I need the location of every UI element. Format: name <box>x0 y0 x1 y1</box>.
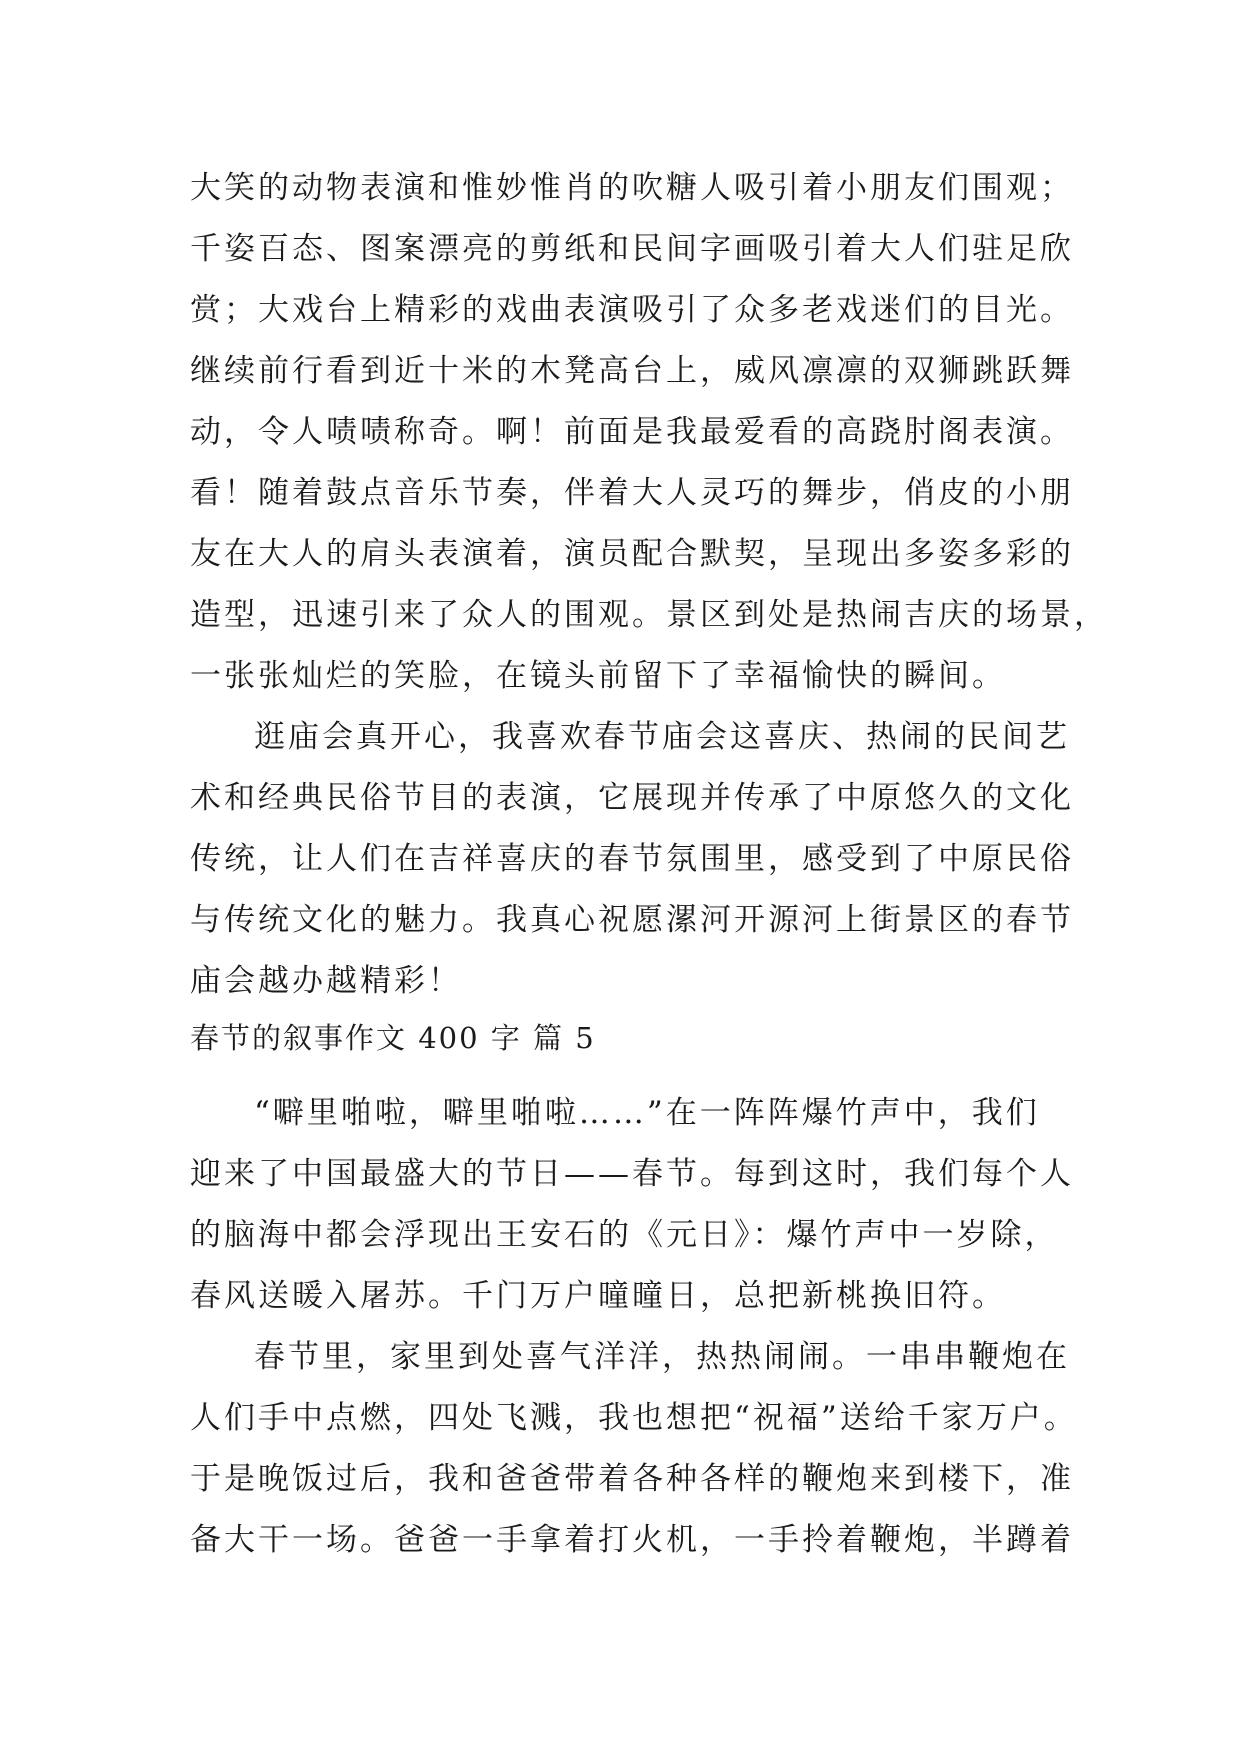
text-line: 迎来了中国最盛大的节日——春节。每到这时，我们每个人 <box>190 1156 1074 1192</box>
text-line: 继续前行看到近十米的木凳高台上，威风凛凛的双狮跳跃舞 <box>190 353 1074 389</box>
text-line: 赏；大戏台上精彩的戏曲表演吸引了众多老戏迷们的目光。 <box>190 292 1074 328</box>
text-line: 看！随着鼓点音乐节奏，伴着大人灵巧的舞步，俏皮的小朋 <box>190 475 1074 511</box>
text-line: 与传统文化的魅力。我真心祝愿漯河开源河上街景区的春节 <box>190 902 1074 938</box>
text-line: 千姿百态、图案漂亮的剪纸和民间字画吸引着大人们驻足欣 <box>190 231 1074 267</box>
text-line: 庙会越办越精彩！ <box>190 963 462 999</box>
text-line: 术和经典民俗节目的表演，它展现并传承了中原悠久的文化 <box>190 780 1074 816</box>
paragraph-start-line: 逛庙会真开心，我喜欢春节庙会这喜庆、热闹的民间艺 <box>254 719 1070 755</box>
text-line: 友在大人的肩头表演着，演员配合默契，呈现出多姿多彩的 <box>190 536 1074 572</box>
essay-continuation <box>190 158 1108 1012</box>
text-line: 于是晚饭过后，我和爸爸带着各种各样的鞭炮来到楼下，准 <box>190 1461 1074 1497</box>
paragraph-start-line: 春节里，家里到处喜气洋洋，热热闹闹。一串串鞭炮在 <box>254 1339 1070 1375</box>
text-line: 大笑的动物表演和惟妙惟肖的吹糖人吸引着小朋友们围观； <box>190 170 1074 206</box>
text-line: 一张张灿烂的笑脸，在镜头前留下了幸福愉快的瞬间。 <box>190 658 1006 694</box>
text-line: 动，令人啧啧称奇。啊！前面是我最爱看的高跷肘阁表演。 <box>190 414 1074 450</box>
text-line: 人们手中点燃，四处飞溅，我也想把“祝福”送给千家万户。 <box>190 1400 1078 1436</box>
text-line: 备大干一场。爸爸一手拿着打火机，一手拎着鞭炮，半蹲着 <box>190 1522 1074 1558</box>
paragraph-start-line: “噼里啪啦，噼里啪啦……”在一阵阵爆竹声中，我们 <box>254 1095 1040 1131</box>
text-line: 造型，迅速引来了众人的围观。景区到处是热闹吉庆的场景， <box>190 597 1108 633</box>
text-line: 的脑海中都会浮现出王安石的《元日》：爆竹声中一岁除， <box>190 1217 1059 1253</box>
text-line: 春风送暖入屠苏。千门万户曈曈日，总把新桃换旧符。 <box>190 1278 1006 1314</box>
essay-section-5 <box>190 1083 1078 1571</box>
text-line: 传统，让人们在吉祥喜庆的春节氛围里，感受到了中原民俗 <box>190 841 1074 877</box>
section-heading: 春节的叙事作文 400 字 篇 5 <box>190 1021 596 1055</box>
